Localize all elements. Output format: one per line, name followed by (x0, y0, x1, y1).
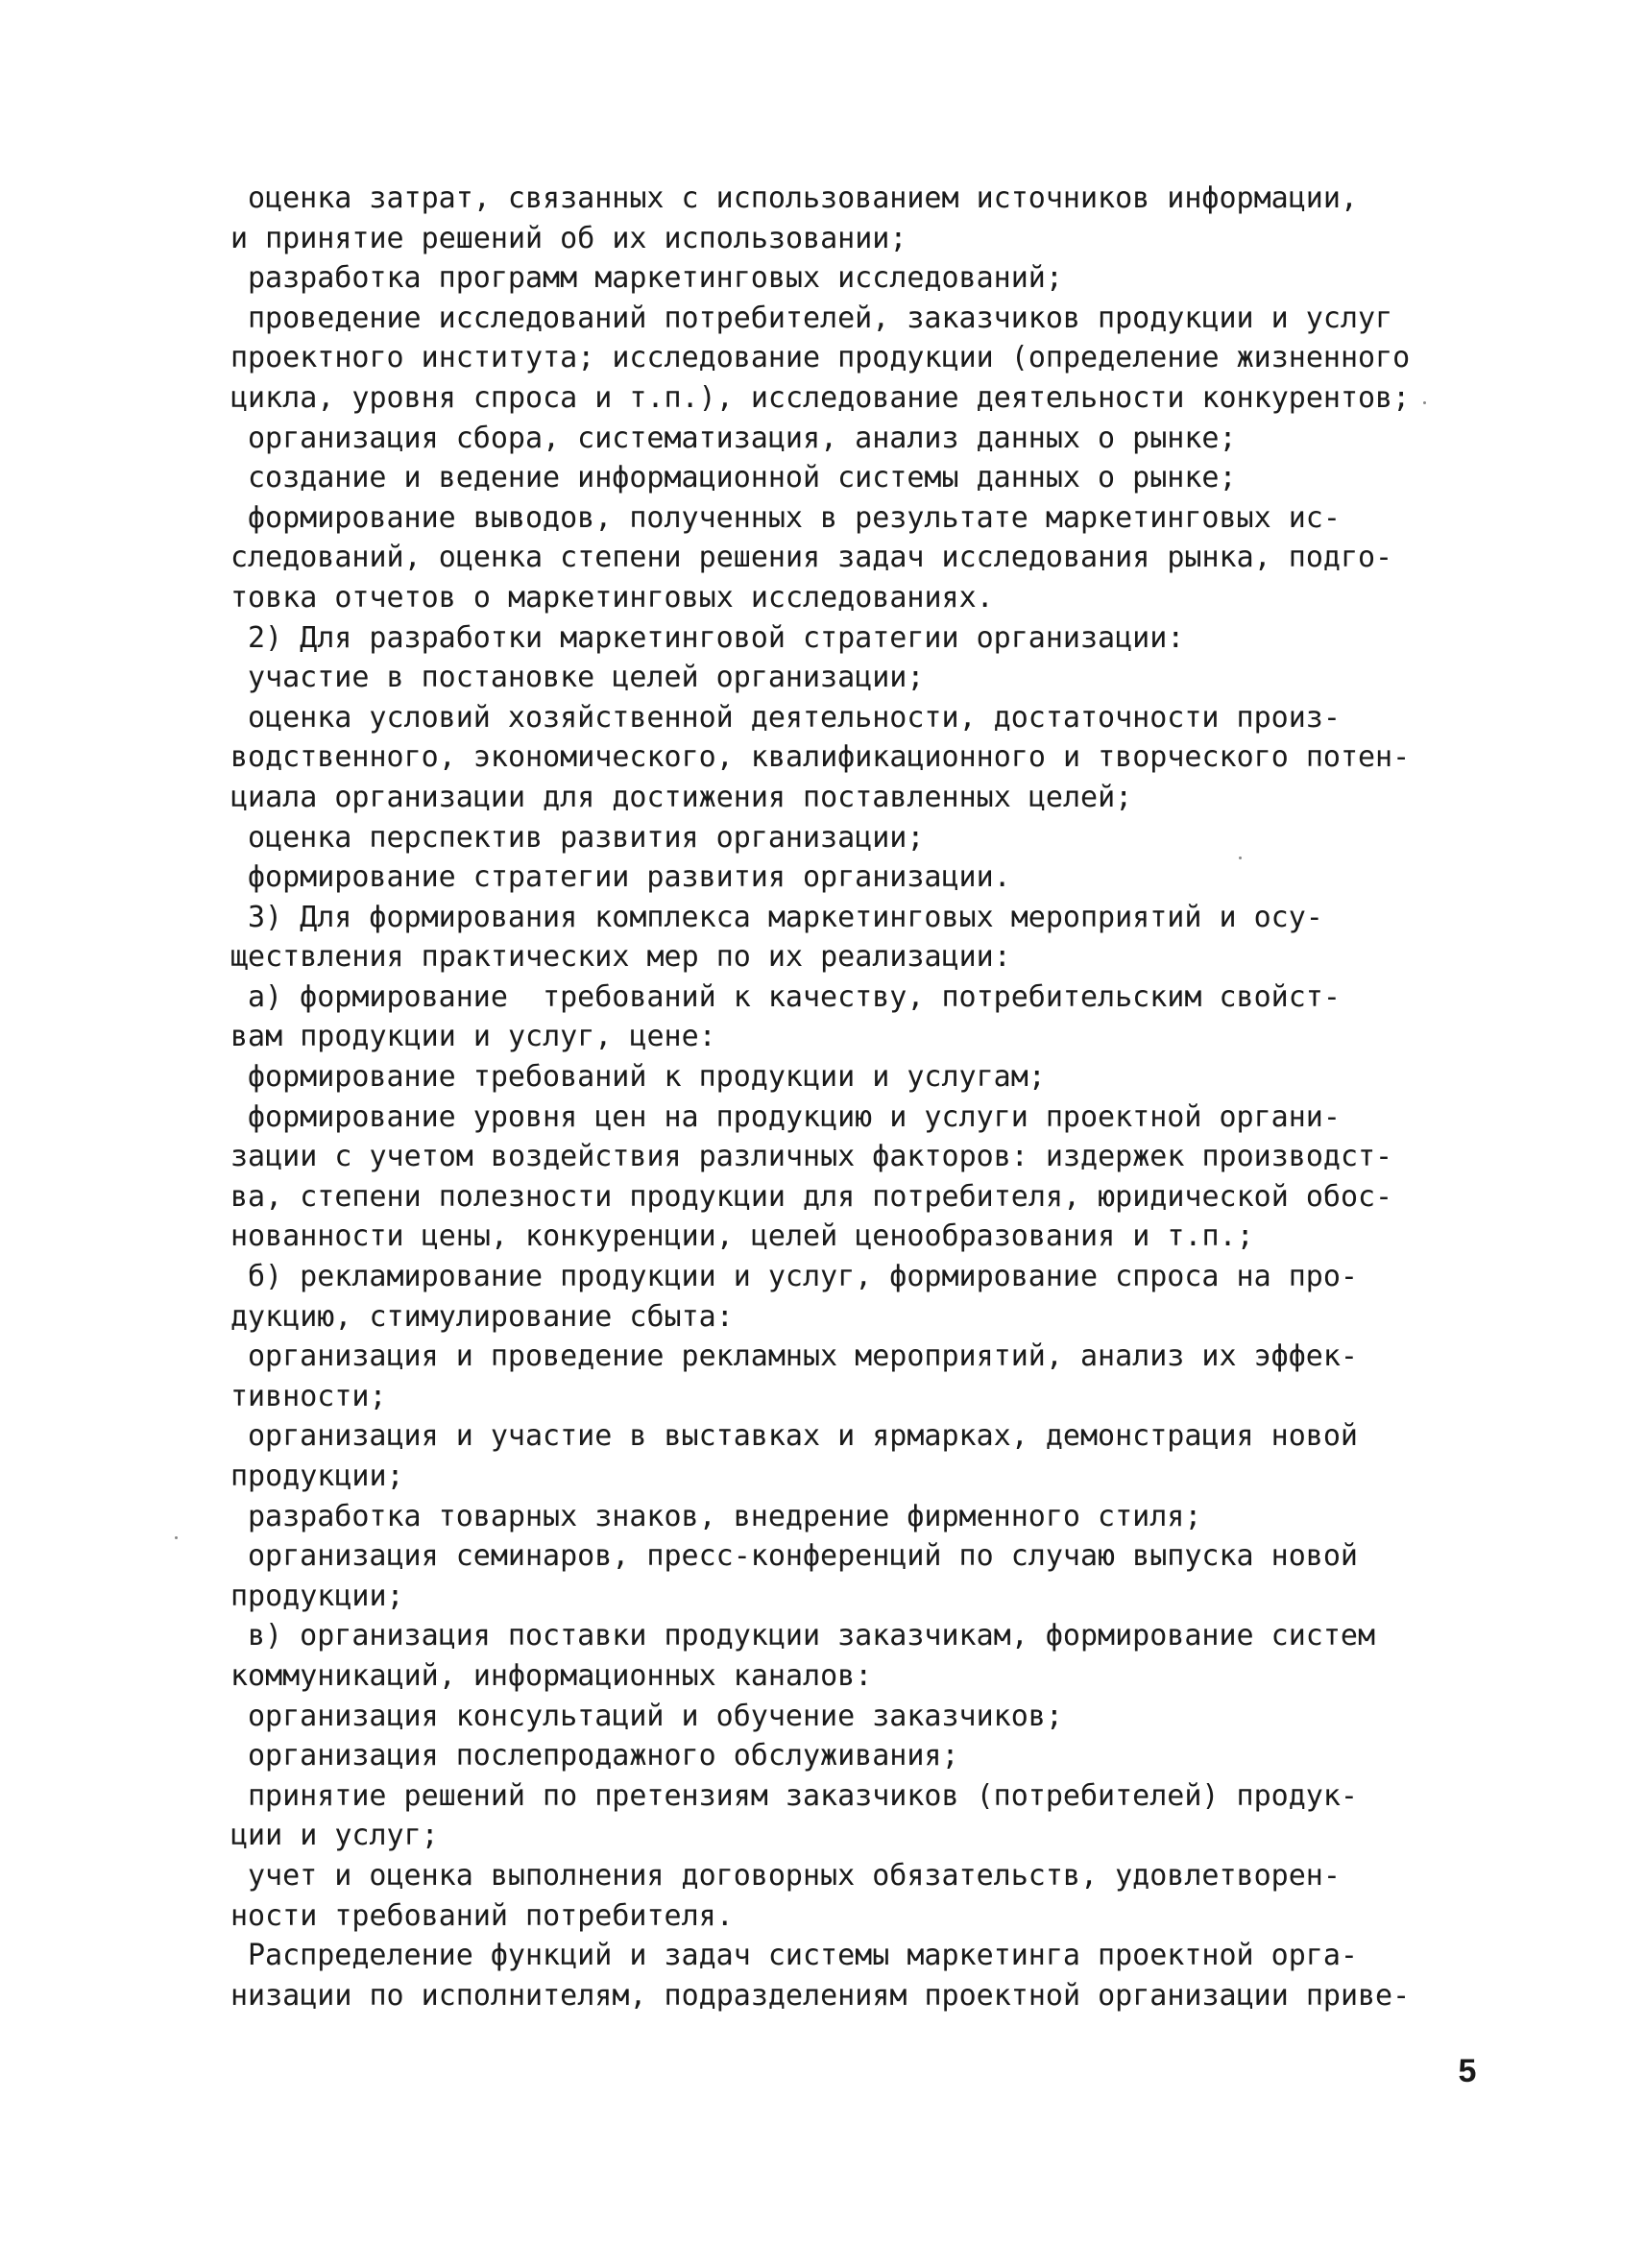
text-line: принятие решений по претензиям заказчиков (потребителей) продук- (248, 1778, 1358, 1813)
text-line: формирование выводов, полученных в результате маркетинговых ис- (248, 500, 1341, 535)
text-line: разработка товарных знаков, внедрение фирменного стиля; (248, 1499, 1202, 1533)
text-line: формирование уровня цен на продукцию и услуги проектной органи- (248, 1099, 1341, 1134)
text-line: организация и участие в выставках и ярмарках, демонстрация новой (248, 1419, 1358, 1454)
text-line: разработка программ маркетинговых исследований; (248, 261, 1063, 296)
text-line: водственного, экономического, квалификационного и творческого потен- (230, 740, 1411, 775)
text-line: организация и проведение рекламных мероприятий, анализ их эффек- (248, 1339, 1358, 1374)
text-line: низации по исполнителям, подразделениям проектной организации приве- (230, 1978, 1411, 2013)
text-line: нованности цены, конкуренции, целей ценообразования и т.п.; (230, 1219, 1254, 1254)
text-line: Распределение функций и задач системы маркетинга проектной орга- (248, 1939, 1358, 1973)
text-line: ции и услуг; (230, 1819, 439, 1853)
text-line: 2) Для разработки маркетинговой стратегии организации: (248, 620, 1185, 655)
text-line: продукции; (230, 1579, 404, 1613)
text-line: ности требований потребителя. (230, 1898, 734, 1933)
scan-speck (175, 1536, 178, 1539)
text-line: организация семинаров, пресс-конференций по случаю выпуска новой (248, 1539, 1358, 1574)
scan-speck (1239, 857, 1242, 859)
text-line: коммуникаций, информационных каналов: (230, 1658, 873, 1693)
page-number: 5 (1458, 2053, 1477, 2089)
text-line: создание и ведение информационной системы данных о рынке; (248, 461, 1237, 495)
text-line: организация послепродажного обслуживания; (248, 1739, 959, 1773)
text-line: ществления практических мер по их реализации: (230, 940, 1011, 975)
text-line: циала организации для достижения поставленных целей; (230, 780, 1133, 814)
text-line: формирование требований к продукции и услугам; (248, 1060, 1046, 1095)
text-line: и принятие решений об их использовании; (230, 221, 907, 255)
text-line: 3) Для формирования комплекса маркетинговых мероприятий и осу- (248, 900, 1323, 934)
text-line: цикла, уровня спроса и т.п.), исследование деятельности конкурентов; (230, 380, 1411, 415)
text-line: проектного института; исследование продукции (определение жизненного (230, 341, 1411, 375)
text-line: организация сбора, систематизация, анализ данных о рынке; (248, 421, 1237, 455)
body-text (230, 179, 1469, 2015)
text-line: оценка затрат, связанных с использованием источников информации, (248, 181, 1358, 215)
text-line: в) организация поставки продукции заказчикам, формирование систем (248, 1619, 1375, 1653)
text-line: а) формирование требований к качеству, потребительским свойст- (248, 979, 1341, 1014)
text-line: дукцию, стимулирование сбыта: (230, 1299, 734, 1334)
text-line: вам продукции и услуг, цене: (230, 1020, 716, 1054)
text-line: зации с учетом воздействия различных факторов: издержек производст- (230, 1140, 1393, 1174)
scan-speck (1423, 401, 1426, 404)
text-line: товка отчетов о маркетинговых исследованиях. (230, 580, 994, 615)
text-line: продукции; (230, 1460, 404, 1493)
text-line: оценка перспектив развития организации; (248, 820, 925, 855)
text-line: организация консультаций и обучение заказчиков; (248, 1699, 1063, 1733)
text-line: тивности; (230, 1379, 387, 1413)
text-line: ва, степени полезности продукции для потребителя, юридической обос- (230, 1179, 1393, 1214)
text-line: оценка условий хозяйственной деятельности, достаточности произ- (248, 700, 1341, 735)
text-line: формирование стратегии развития организации. (248, 860, 1011, 895)
text-line: б) рекламирование продукции и услуг, формирование спроса на про- (248, 1260, 1358, 1294)
text-line: проведение исследований потребителей, заказчиков продукции и услуг (248, 301, 1393, 335)
text-line: участие в постановке целей организации; (248, 661, 925, 695)
text-line: следований, оценка степени решения задач исследования рынка, подго- (230, 541, 1393, 575)
text-line: учет и оценка выполнения договорных обязательств, удовлетворен- (248, 1858, 1341, 1893)
